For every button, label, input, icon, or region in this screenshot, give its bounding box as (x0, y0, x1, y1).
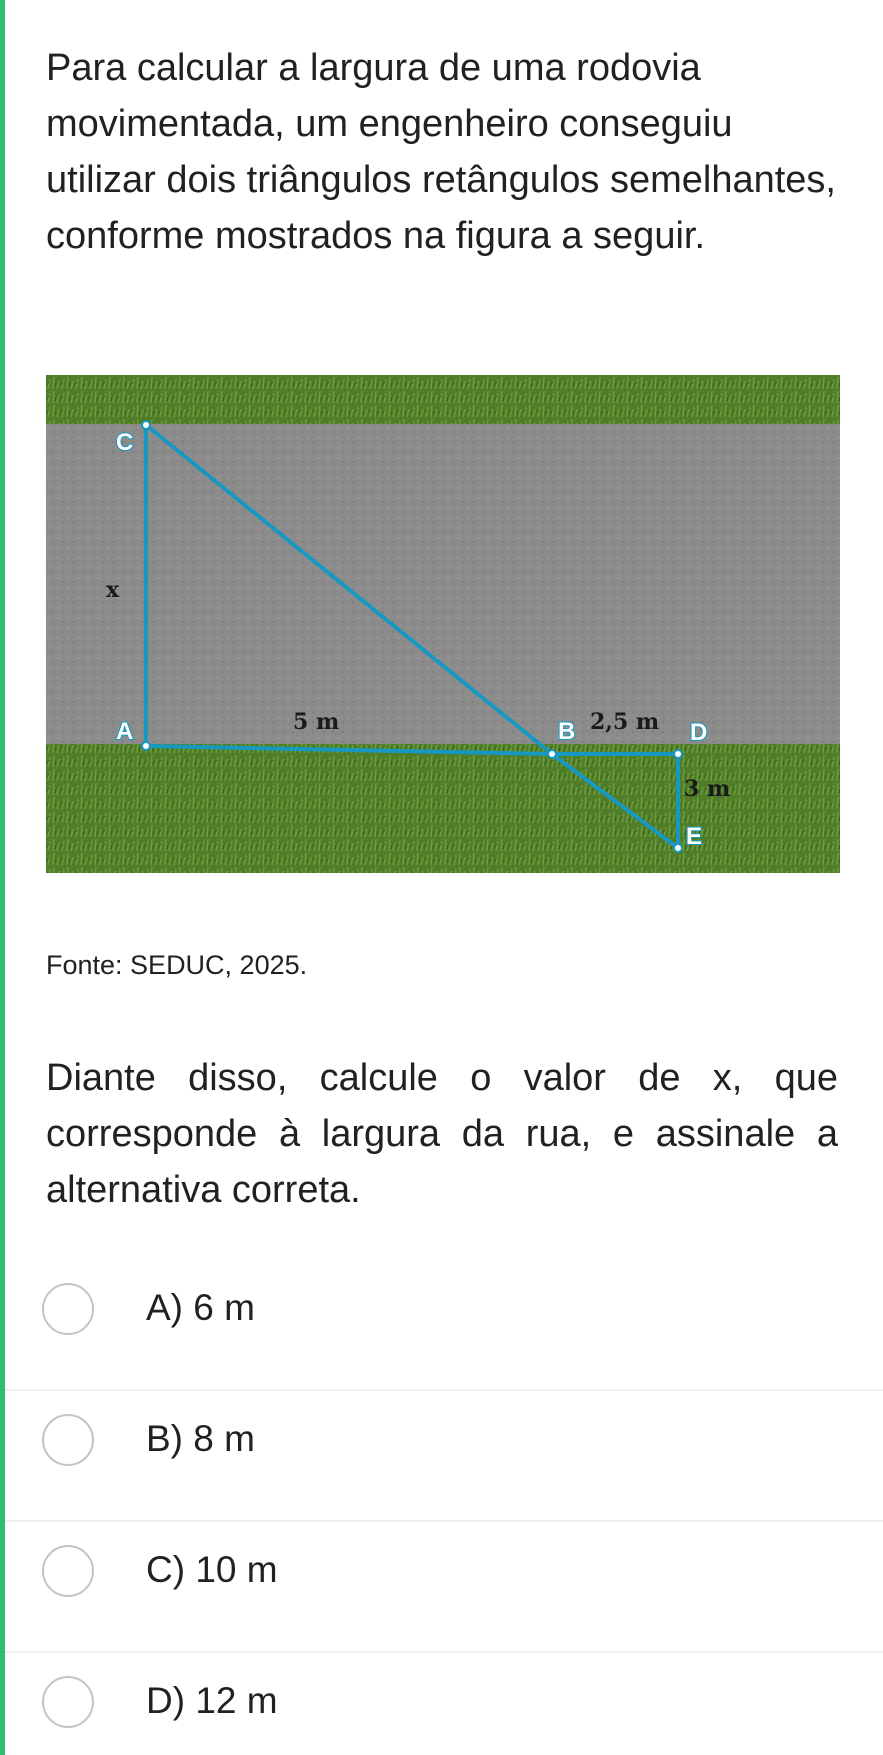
option-label: A) 6 m (146, 1287, 255, 1328)
label-d: D (690, 719, 708, 746)
label-e: E (686, 823, 703, 850)
question-figure (46, 375, 840, 873)
label-de-length: 3 m (684, 776, 731, 802)
label-c: C (116, 429, 134, 456)
option-c[interactable] (5, 1522, 883, 1653)
point-b (548, 750, 556, 758)
radio-circle-icon[interactable] (42, 1676, 94, 1728)
option-d[interactable] (5, 1653, 883, 1755)
triangles-figure (46, 375, 840, 873)
point-a (142, 742, 150, 750)
label-b: B (558, 718, 576, 745)
option-label: C) 10 m (146, 1549, 278, 1590)
option-a[interactable] (5, 1260, 883, 1391)
question-intro-text: Para calcular a largura de uma rodovia movimentada, um engenheiro conseguiu utilizar dois triângulos retângulos semelhantes, conforme mostrados na figura a seguir. (46, 47, 836, 257)
label-ab-length: 5 m (293, 709, 340, 735)
radio-circle-icon[interactable] (42, 1283, 94, 1335)
question-prompt-text: Diante disso, calcule o valor de x, que corresponde à largura da rua, e assinale a alternativa correta. (46, 1057, 838, 1211)
road-area (46, 424, 840, 744)
option-label: D) 12 m (146, 1680, 278, 1721)
radio-circle-icon[interactable] (42, 1545, 94, 1597)
answer-options (5, 1260, 883, 1755)
figure-source: Fonte: SEDUC, 2025. (46, 950, 308, 980)
label-bd-length: 2,5 m (590, 709, 660, 735)
point-d (674, 750, 682, 758)
option-label: B) 8 m (146, 1418, 255, 1459)
label-a: A (116, 718, 134, 745)
point-c (142, 421, 150, 429)
point-e (674, 844, 682, 852)
option-b[interactable] (5, 1391, 883, 1522)
label-x: x (106, 577, 120, 603)
radio-circle-icon[interactable] (42, 1414, 94, 1466)
